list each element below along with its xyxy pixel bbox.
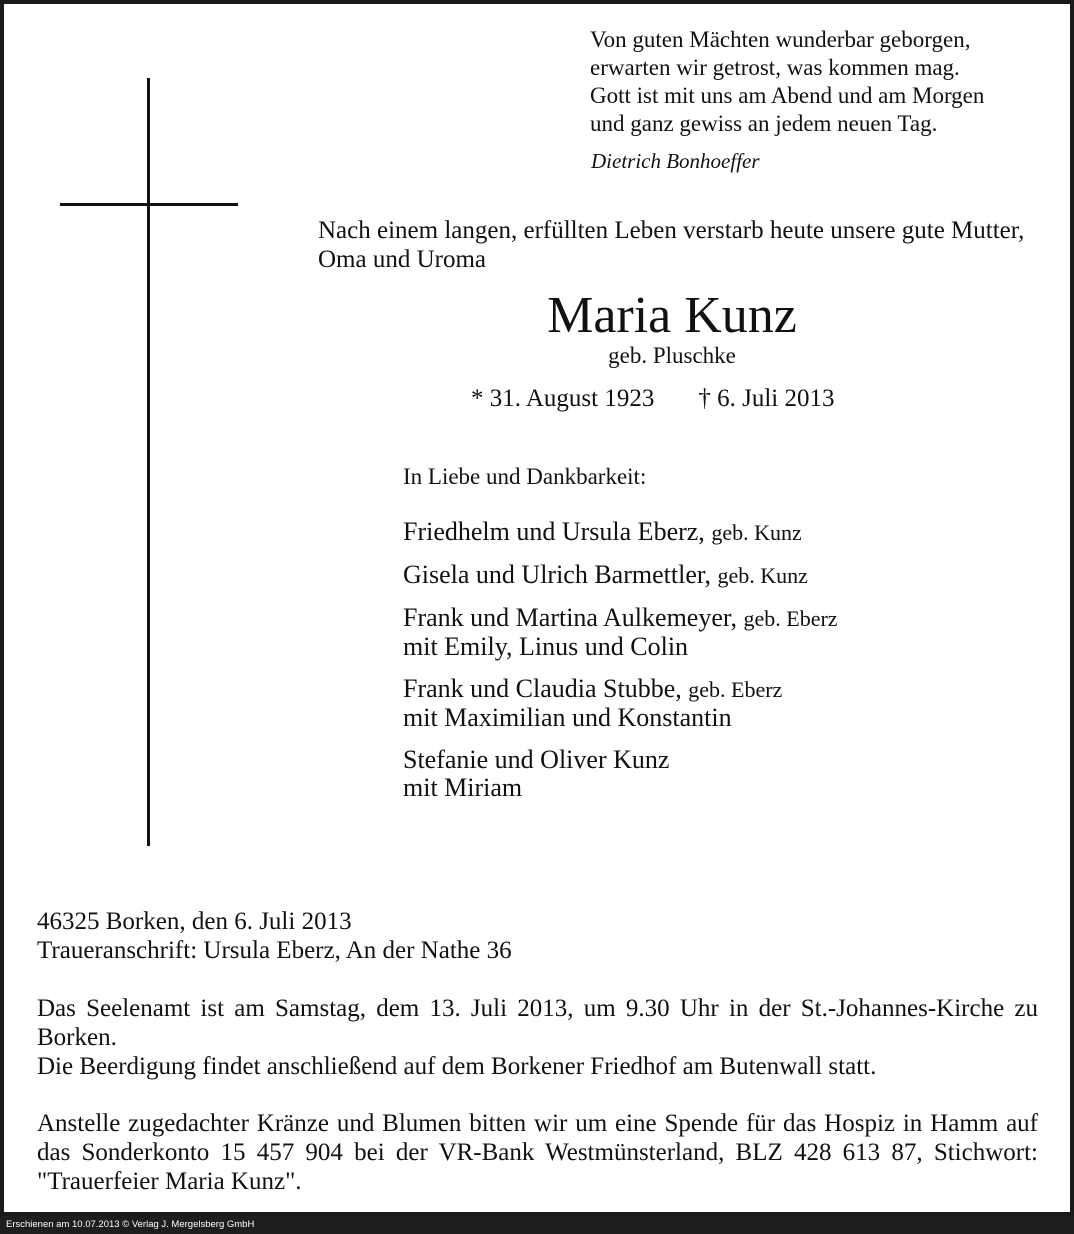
family-item [403, 518, 1023, 547]
publisher-footer: Erschienen am 10.07.2013 © Verlag J. Mergelsberg GmbH [0, 1216, 1074, 1234]
burial-text: Die Beerdigung findet anschließend auf dem Borkener Friedhof am Butenwall statt. [37, 1053, 877, 1080]
requiem-text: Das Seelenamt ist am Samstag, dem 13. Juli 2013, um 9.30 Uhr in der St.-Johannes-Kirche zu Borken. [37, 995, 1038, 1051]
family-children: mit Emily, Linus und Colin [403, 632, 689, 661]
mourning-address: Traueranschrift: Ursula Eberz, An der Nathe 36 [37, 937, 512, 964]
family-item [403, 604, 1023, 661]
birth-name: geb. Pluschke [608, 343, 736, 368]
death-date: † 6. Juli 2013 [698, 385, 835, 412]
family-suffix: geb. Eberz [743, 606, 838, 631]
poem-author: Dietrich Bonhoeffer [591, 149, 760, 173]
birth-date: * 31. August 1923 [471, 385, 655, 412]
family-names: Gisela und Ulrich Barmettler, [403, 560, 711, 589]
family-children: mit Miriam [403, 773, 523, 802]
poem [590, 26, 1060, 138]
family-names: Stefanie und Oliver Kunz [403, 745, 670, 774]
family-item [403, 561, 1023, 590]
poem-line: und ganz gewiss an jedem neuen Tag. [590, 111, 938, 136]
poem-line: erwarten wir getrost, was kommen mag. [590, 55, 960, 80]
donation-text: Anstelle zugedachter Kränze und Blumen bitten wir um eine Spende für das Hospiz in Hamm auf das Sonderkonto 15 457 904 bei der VR-Bank Westmünsterland, BLZ 428 613 87, Stichwort: "Trauerfeier Maria Kunz". [37, 1110, 1038, 1195]
family-names: Friedhelm und Ursula Eberz, [403, 517, 705, 546]
intro-text: Nach einem langen, erfüllten Leben verstarb heute unsere gute Mutter, Oma und Uroma [318, 217, 1025, 273]
family-item [403, 675, 1023, 732]
family-suffix: geb. Eberz [688, 677, 783, 702]
cross-icon-vertical [147, 78, 150, 846]
family-item [403, 746, 1023, 802]
thanks-heading: In Liebe und Dankbarkeit: [403, 464, 647, 489]
family-suffix: geb. Kunz [711, 520, 802, 545]
cross-icon-horizontal [60, 203, 238, 206]
service-info [37, 994, 1038, 1081]
family-list [403, 518, 1023, 816]
life-dates [471, 384, 834, 414]
place-date: 46325 Borken, den 6. Juli 2013 [37, 908, 352, 935]
poem-line: Gott ist mit uns am Abend und am Morgen [590, 83, 985, 108]
deceased-name: Maria Kunz [547, 287, 797, 344]
family-suffix: geb. Kunz [717, 563, 808, 588]
family-children: mit Maximilian und Konstantin [403, 703, 732, 732]
family-names: Frank und Martina Aulkemeyer, [403, 603, 737, 632]
family-names: Frank und Claudia Stubbe, [403, 674, 682, 703]
poem-line: Von guten Mächten wunderbar geborgen, [590, 27, 971, 52]
